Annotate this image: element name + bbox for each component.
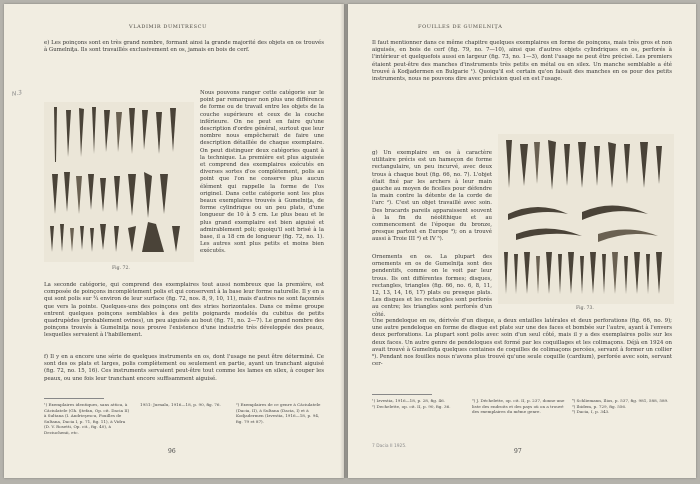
awl-row-3 [50, 222, 180, 252]
right-side-paragraph-2: Ornements en os. La plupart des ornements en os de Gumelniţa sont des pendentifs, comme on le voit par leur trous. Ils ont différentes formes; disques, rectangles, triangles (fig. 66, no. 6, 8, 11, 12, 13, 14, 16, 17) plats ou presque plats. Les disques et les rectangles sont perforés au centre; les triangles sont perforés d'un côté. [372, 254, 492, 318]
figure-72-illustration [44, 102, 194, 262]
running-head-right: FOUILLES DE GUMELNIŢA [418, 24, 503, 30]
page-number-right: 97 [514, 448, 522, 455]
left-body-paragraph-2: f) Il y en a encore une série de quelques instruments en os, dont l'usage ne peut être déterminé. Ce sont des os plats et larges, polis complètement ou seulement en partie, ayant un tranchant aiguisé (fig. 72, no. 15, 16). Ces instruments servaient peut-être tout comme les lames en silex, à couper les peaux, ou une fois leur tranchant encore suffisamment aiguisé. [44, 354, 324, 382]
footnote-right-col-1 [372, 398, 468, 409]
margin-note-left: N.3 [11, 89, 23, 98]
footnote-rule-right [372, 394, 432, 395]
footnote-right-col-2 [472, 398, 568, 415]
curved-pieces [508, 205, 658, 242]
right-page [348, 4, 696, 478]
awl-row-1 [54, 107, 176, 162]
tool-row-1 [506, 140, 662, 190]
figure-73-illustration [498, 134, 674, 304]
figure-72-caption: Fig. 72. [112, 266, 130, 271]
right-top-paragraph: Il faut mentionner dans ce même chapitre quelques exemplaires en forme de poinçons, mais très gros et non aiguisés, en bois de cerf (fig. 79, no. 7—10), ainsi que d'autres objets cylindriques en os, perforés à l'intérieur et quelquefois aussi en largeur (fig. 73, no. 1—3), dont l'usage ne peut être précisé. Les premiers étaient peut-être des manches d'instruments très petits en métal ou en silex. Un manche semblable a été trouvé à Kodjadermen en Bulgarie ¹). Quoiqu'il est certain qu'on faisait des manches en os pour des petits instruments, nous ne pouvons dire avec précision quel en est l'usage. [372, 40, 672, 83]
figure-73 [498, 134, 674, 304]
footnote-rule-left [44, 398, 104, 399]
left-page [4, 4, 344, 478]
figure-73-caption: Fig. 73. [576, 306, 594, 311]
page-number-left: 96 [168, 448, 176, 455]
footnote-right-4: ⁴) Schliemann, Ilios, p. 537, fig. 981, 588, 589. [572, 398, 669, 403]
left-side-paragraph: Nous pouvons ranger cette catégorie sur le point par remarquer non plus une différence de forme ou de travail entre les objets de la couche supérieure et ceux de la couche inférieure. On ne peut en faire qu'une description d'ordre général, surtout que leur nombre nous empêcherait de faire une description détaillée de chaque exemplaire. On peut distinguer deux catégories quant à la technique. La première est plus aiguisée et comprend des exemplaires exécutés en diverses sortes d'os complètement, polis au point que l'on ne conserve plus aucun élément qui rappelle la forme de l'os originel. Dans cette catégorie sont les plus beaux exemplaires trouvés à Gumelniţa, de forme cylindrique ou un peu plats, d'une longueur de 10 à 5 cm. Le plus beau et le plus grand exemplaire est bien aiguisé et admirablement poli; quoiqu'il soit brisé à la base, il a 18 cm de longueur (fig. 72, no. 1). Les autres sont plus petits et moins bien exécutés. [200, 90, 324, 255]
left-top-paragraph: e) Les poinçons sont en très grand nombre, formant ainsi la grande majorité des objets en os trouvés à Gumelniţa. Ils sont travaillés exclusivement en os, jamais en bois de cerf. [44, 40, 324, 54]
footnote-right-3: ³) J. Déchelette, op. cit. II, p. 237, donne une liste des endroits et des pays où on a trouvé des exemplaires du même genre. [472, 398, 565, 415]
footnote-right-5: ⁵) Ibidem, p. 729, fig. 556. [572, 403, 627, 409]
right-side-paragraph: g) Un exemplaire en os à caractère utilitaire précis est un hameçon de forme rectangulaire, un peu incurvé, avec deux trous à chaque bout (fig. 66, no. 7). L'objet était fixé par les archers à leur main gauche au moyen de ficelles pour défendre la main contre la détente de la corde de l'arc ²). C'est un objet travaillé avec soin. Des bracards pareils apparaissent souvent à la fin du néolithique et au commencement de l'époque du bronze, presque partout en Europe ³); on a trouvé aussi à Troie III ⁴) et IV ⁵). [372, 150, 492, 243]
footnote-left-1: ¹) Exemplaires identiques, sans attica, à Căciulatele (Gh. Ştefan, Op. cit. Dacia II) à Sultana (I. Andrieşescu, Fouilles de Sultana, Dacia I, p. 71, fig. 11), à Vidra (D. V. Rosetti, Op. cit., fig. 40), à Deciuchenii, etc. [44, 402, 130, 435]
signature-mark: 7 Dacia II 1925. [372, 444, 407, 449]
footnote-right-2: ²) Dechelette, op. cit. II, p. 90, fig. 36. [372, 403, 451, 409]
figure-72 [44, 102, 194, 262]
footnote-left-3: ²) Exemplaires de ce genre à Căciulatele (Dacia, II), à Sultana (Dacia, I) et à Kodjadermen (Izvestia, 1916—18, p. 94, fig. 79 et 87). [236, 402, 321, 424]
footnote-right-col-3 [572, 398, 672, 415]
left-body-paragraph: La seconde catégorie, qui comprend des exemplaires tout aussi nombreux que la première, est composée de poinçons incomplètement polis et qui conservent à la base leur forme naturelle. Il y en a qui sont polis sur ¾ environ de leur surface (fig. 72, nos. 8, 9, 10, 11), mais d'autres ne sont façonnés que vers la pointe. Quelques-uns des poinçons ont des stries horizontales. Dans ce même groupe entrent quelques poinçons semblables à des petits poignards modelés du cubitus de petits quadrupèdes (probablement ovines), un peu aiguisés au bout (fig. 71, no. 2—7). Le grand nombre des poinçons trouvés à Gumelniţa nous prouve l'existence d'une industrie très développée des peaux, lesquelles servaient à l'habillement. [44, 282, 324, 339]
footnotes-left [44, 402, 324, 442]
tool-row-3 [504, 252, 662, 294]
footnote-right-6: ⁶) Dacia, I, p. 343. [572, 409, 610, 415]
footnote-left-2: 1951: Jurnalu, 1916—18, p. 90, fig. 76. [140, 402, 221, 407]
footnote-right-1: ¹) Izvestia, 1916—18, p. 28, fig. 46. [372, 398, 445, 403]
footnotes-right [372, 398, 672, 442]
running-head-left: VLADIMIR DUMITRESCU [129, 24, 207, 30]
awl-row-2 [52, 172, 168, 218]
right-body-paragraph: Une pendeloque en os, dérivée d'un disque, a deux entailles latérales et deux perforations (fig. 66, no. 9); une autre pendeloque en forme de disque est plate sur une des faces et bombée sur l'autre, ayant à l'envers deux perforations. La plupart sont polis avec soin d'un seul côté, mais il y a des exemplaires polis sur les deux faces. Un autre genre de pendeloques est formé par les coquillages et les colimaçons. Déjà en 1924 on avait trouvé à Gumelniţa quelques centaines de coquilles de colimaçons percées, servant à former un collier ⁶). Pendant nos fouilles nous n'avons plus trouvé qu'une seule coquille (cardium), perforée avec soin, servant cer- [372, 318, 672, 368]
